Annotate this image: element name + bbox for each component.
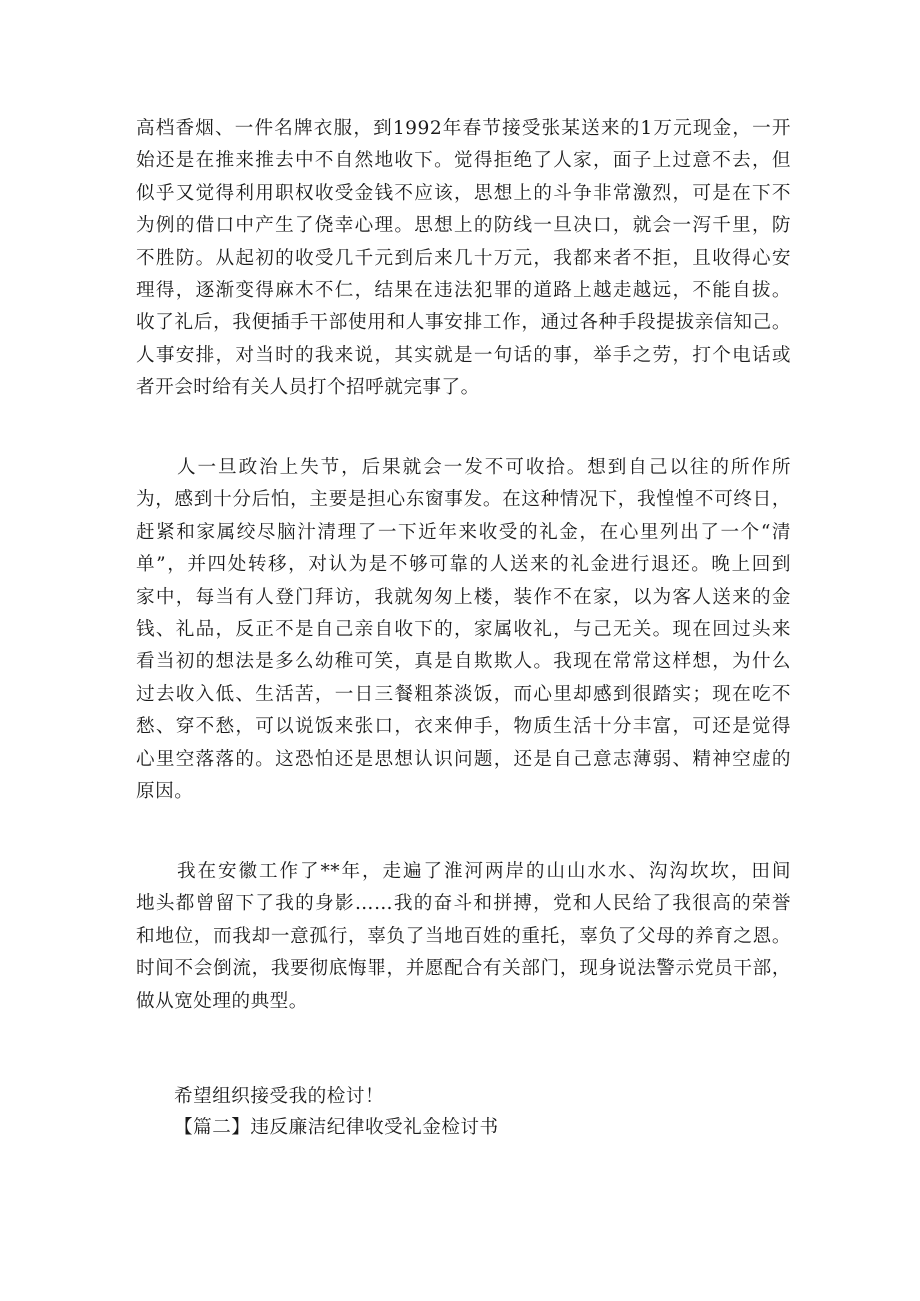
paragraph-line: 高档香烟、一件名牌衣服，到1992年春节接受张某送来的1万元现金，一开: [136, 118, 791, 139]
paragraph-1: [136, 113, 791, 405]
paragraph-line: 家中，每当有人登门拜访，我就匆匆上楼，装作不在家，以为客人送来的金: [136, 586, 791, 608]
paragraph-line: 理得，逐渐变得麻木不仁，结果在违法犯罪的道路上越走越远，不能自拔。: [136, 280, 791, 302]
paragraph-line: 始还是在推来推去中不自然地收下。觉得拒绝了人家，面子上过意不去，但: [136, 150, 791, 172]
closing-line: 希望组织接受我的检讨！: [174, 1086, 385, 1107]
paragraph-line: 看当初的想法是多么幼稚可笑，真是自欺欺人。我现在常常这样想，为什么: [136, 651, 791, 673]
paragraph-line: 和地位，而我却一意孤行，辜负了当地百姓的重托，辜负了父母的养育之恩。: [136, 925, 791, 947]
paragraph-line: 做从宽处理的典型。: [136, 990, 308, 1012]
paragraph-line: 我在安徽工作了**年，走遍了淮河两岸的山山水水、沟沟坎坎，田间: [136, 861, 791, 882]
paragraph-line: 过去收入低、生活苦，一日三餐粗茶淡饭，而心里却感到很踏实；现在吃不: [136, 683, 791, 705]
paragraph-line: 人事安排，对当时的我来说，其实就是一句话的事，举手之劳，打个电话或: [136, 344, 791, 366]
paragraph-line: 钱、礼品，反正不是自己亲自收下的，家属收礼，与己无关。现在回过头来: [136, 619, 791, 641]
paragraph-line: 似乎又觉得利用职权收受金钱不应该，思想上的斗争非常激烈，可是在下不: [136, 182, 791, 204]
paragraph-line: 者开会时给有关人员打个招呼就完事了。: [136, 377, 480, 399]
paragraph-line: 愁、穿不愁，可以说饭来张口，衣来伸手，物质生活十分丰富，可还是觉得: [136, 716, 791, 738]
paragraph-line: 赶紧和家属绞尽脑汁清理了一下近年来收受的礼金，在心里列出了一个“清: [136, 521, 791, 543]
paragraph-line: 为例的借口中产生了侥幸心理。思想上的防线一旦决口，就会一泻千里，防: [136, 215, 791, 237]
paragraph-line: 地头都曾留下了我的身影……我的奋斗和拼搏，党和人民给了我很高的荣誉: [136, 893, 791, 915]
paragraph-line: 不胜防。从起初的收受几千元到后来几十万元，我都来者不拒，且收得心安: [136, 247, 791, 269]
paragraph-line: 人一旦政治上失节，后果就会一发不可收拾。想到自己以往的所作所: [136, 457, 791, 478]
paragraph-line: 原因。: [136, 781, 194, 803]
paragraph-3: [136, 856, 791, 1018]
paragraph-line: 心里空落落的。这恐怕还是思想认识问题，还是自己意志薄弱、精神空虚的: [136, 748, 791, 770]
paragraph-2: [136, 452, 791, 808]
paragraph-line: 为，感到十分后怕，主要是担心东窗事发。在这种情况下，我惶惶不可终日，: [136, 489, 791, 511]
paragraph-line: 收了礼后，我便插手干部使用和人事安排工作，通过各种手段提拔亲信知己。: [136, 312, 791, 334]
paragraph-line: 单”，并四处转移，对认为是不够可靠的人送来的礼金进行退还。晚上回到: [136, 554, 791, 576]
section-heading: 【篇二】违反廉洁纪律收受礼金检讨书: [174, 1117, 499, 1138]
paragraph-line: 时间不会倒流，我要彻底悔罪，并愿配合有关部门，现身说法警示党员干部，: [136, 958, 791, 980]
